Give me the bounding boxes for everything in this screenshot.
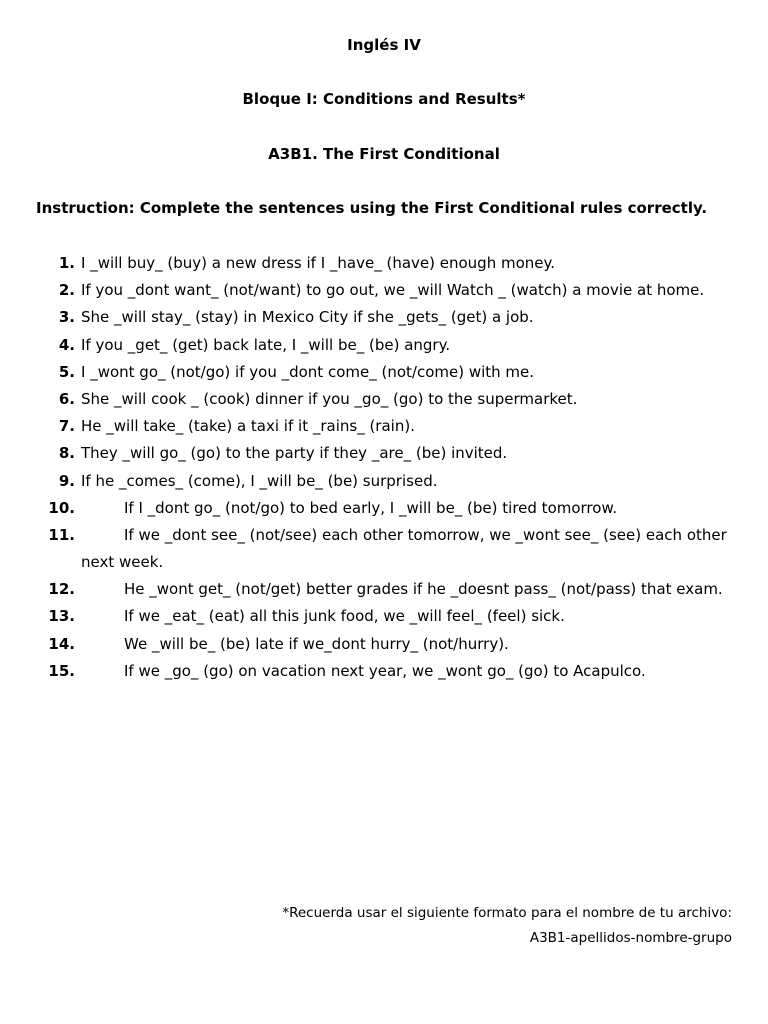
item-text: I _wont go_ (not/go) if you _dont come_ (not/come) with me. [81, 362, 535, 381]
list-item [0, 359, 768, 386]
item-number: 9. [58, 471, 75, 490]
list-item [0, 304, 768, 331]
item-number: 6. [58, 389, 75, 408]
activity-title: A3B1. The First Conditional [268, 145, 500, 163]
course-title: Inglés IV [347, 36, 421, 54]
item-number: 5. [58, 362, 75, 381]
list-item [0, 495, 768, 522]
item-text: She _will cook _ (cook) dinner if you _go_ (go) to the supermarket. [81, 389, 578, 408]
item-text: She _will stay_ (stay) in Mexico City if she _gets_ (get) a job. [81, 308, 534, 327]
item-number: 2. [58, 281, 75, 300]
list-item [0, 603, 768, 630]
item-text: I _will buy_ (buy) a new dress if I _have_ (have) enough money. [81, 254, 556, 272]
item-text: If he _comes_ (come), I _will be_ (be) surprised. [81, 471, 438, 490]
item-text: If we _eat_ (eat) all this junk food, we _will feel_ (feel) sick. [124, 607, 565, 626]
item-number: 13. [48, 607, 75, 626]
item-number: 11. [48, 525, 75, 544]
list-item [0, 440, 768, 467]
item-text: If I _dont go_ (not/go) to bed early, I _will be_ (be) tired tomorrow. [124, 498, 618, 517]
list-item [0, 658, 768, 685]
item-number: 10. [48, 498, 75, 517]
item-number: 14. [48, 634, 75, 653]
item-number: 3. [58, 308, 75, 327]
item-number: 12. [48, 580, 75, 599]
list-item [0, 277, 768, 304]
list-item [0, 250, 768, 277]
item-text: If you _dont want_ (not/want) to go out, we _will Watch _ (watch) a movie at home. [81, 281, 705, 300]
item-number: 1. [58, 254, 75, 272]
list-item [0, 386, 768, 413]
item-number: 8. [58, 444, 75, 463]
instruction-text: Instruction: Complete the sentences using the First Conditional rules correctly. [36, 199, 708, 217]
list-item [0, 468, 768, 495]
item-number: 4. [58, 335, 75, 354]
exercise-list [0, 250, 768, 685]
item-text: We _will be_ (be) late if we_dont hurry_ (not/hurry). [124, 634, 509, 653]
list-item [0, 332, 768, 359]
item-text-continued: next week. [81, 553, 164, 572]
item-text: If we _go_ (go) on vacation next year, we _wont go_ (go) to Acapulco. [124, 661, 646, 680]
list-item [0, 522, 768, 576]
block-title: Bloque I: Conditions and Results* [242, 90, 526, 108]
item-number: 7. [58, 417, 75, 436]
item-text: He _wont get_ (not/get) better grades if he _doesnt pass_ (not/pass) that exam. [124, 580, 723, 599]
list-item [0, 631, 768, 658]
item-number: 15. [48, 661, 75, 680]
item-text: If we _dont see_ (not/see) each other tomorrow, we _wont see_ (see) each other [124, 525, 727, 544]
item-text: They _will go_ (go) to the party if they _are_ (be) invited. [81, 444, 508, 463]
item-text: If you _get_ (get) back late, I _will be_ (be) angry. [81, 335, 451, 354]
list-item [0, 576, 768, 603]
list-item [0, 413, 768, 440]
footer-note: *Recuerda usar el siguiente formato para el nombre de tu archivo: [282, 905, 732, 921]
footer-filename-format: A3B1-apellidos-nombre-grupo [529, 930, 732, 946]
item-text: He _will take_ (take) a taxi if it _rains_ (rain). [81, 417, 415, 436]
